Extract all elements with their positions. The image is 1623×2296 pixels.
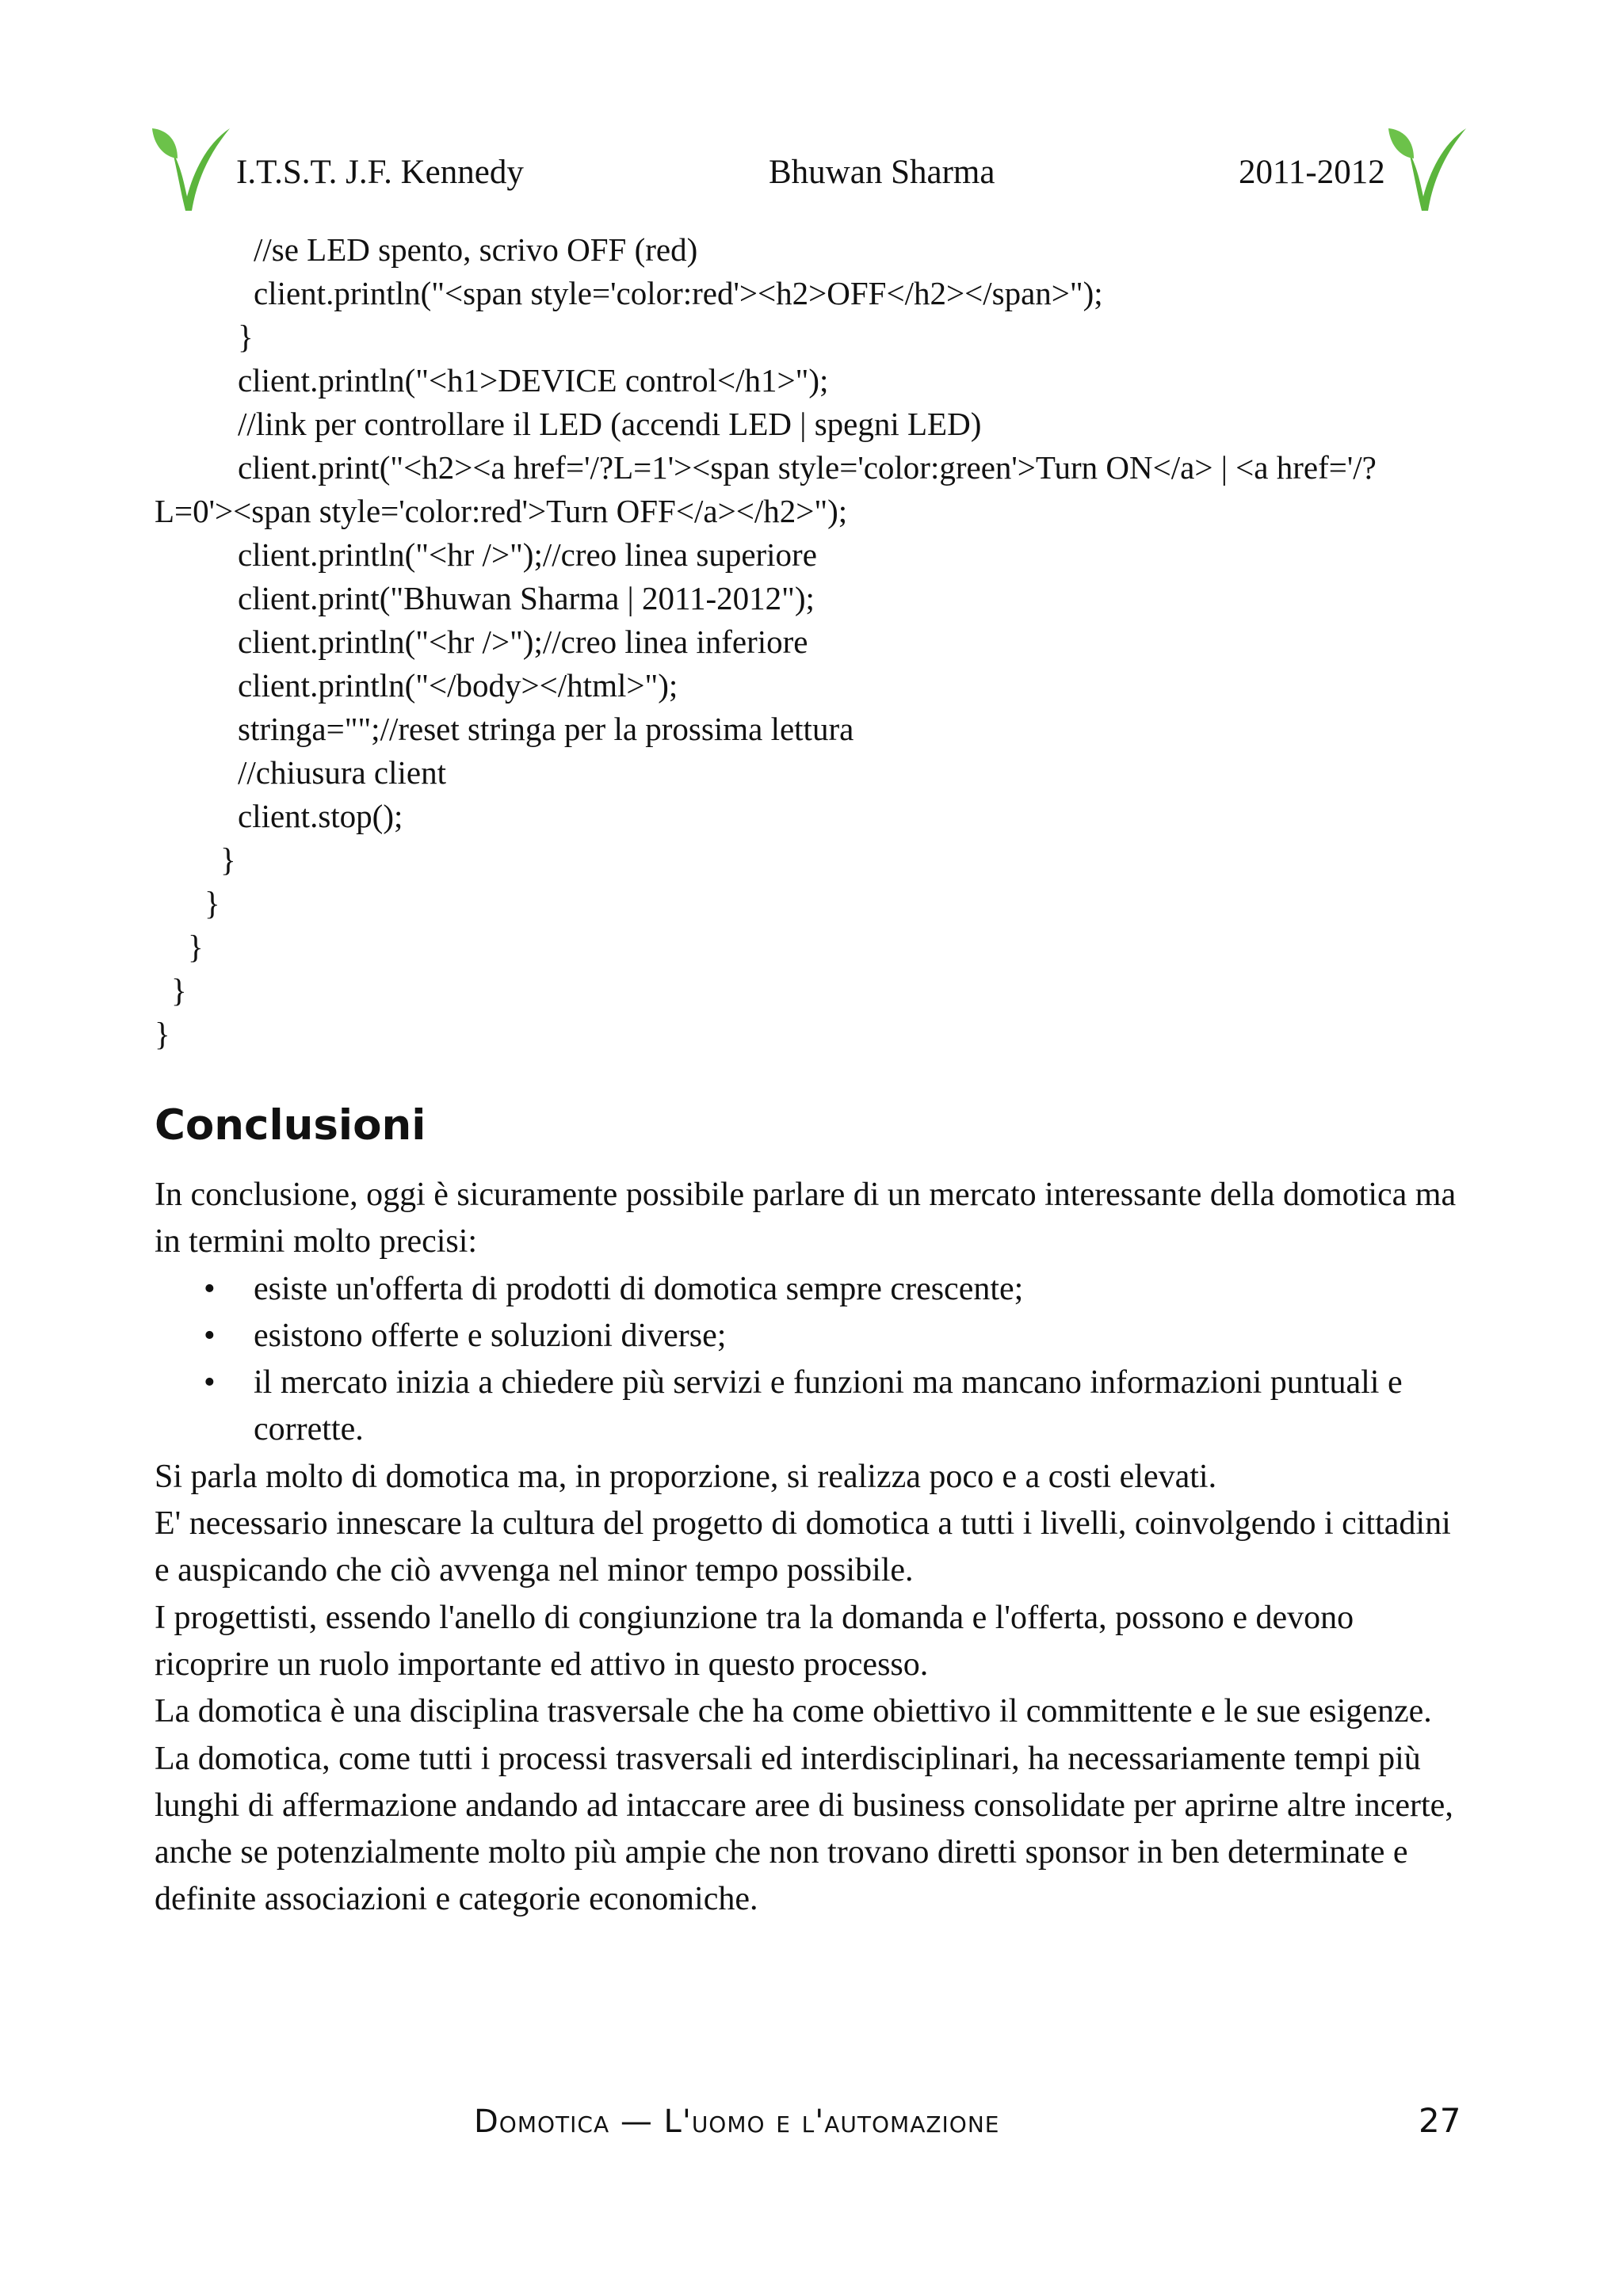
code-line: client.println("<span style='color:red'><h2>OFF</h2></span>");: [254, 275, 1103, 311]
code-line: }: [204, 885, 220, 921]
body-paragraph: La domotica è una disciplina trasversale che ha come obiettivo il committente e le sue esigenze.: [155, 1693, 1432, 1730]
code-line: client.println("<h1>DEVICE control</h1>");: [238, 362, 829, 399]
code-line: client.print("<h2><a href='/?L=1'><span style='color:green'>Turn ON</a> | <a href='/?: [238, 449, 1377, 486]
code-line: }: [220, 841, 236, 878]
sprout-logo-icon: [151, 127, 235, 214]
footer-title: Domotica — L'uomo e l'automazione: [474, 2103, 1000, 2140]
code-line: }: [188, 929, 204, 965]
list-item-text: esiste un'offerta di prodotti di domotica sempre crescente;: [254, 1270, 1024, 1307]
bullet-list: [155, 1266, 1470, 1454]
bullet-icon: •: [204, 1317, 216, 1354]
page-number: 27: [1419, 2101, 1461, 2140]
body-paragraph: E' necessario innescare la cultura del progetto di domotica a tutti i livelli, coinvolgendo i cittadini e auspicando che ciò avvenga nel minor tempo possibile.: [155, 1505, 1451, 1589]
code-line: //se LED spento, scrivo OFF (red): [254, 231, 698, 268]
list-item-text: esistono offerte e soluzioni diverse;: [254, 1317, 727, 1354]
intro-paragraph: In conclusione, oggi è sicuramente possibile parlare di un mercato interessante della domotica ma in termini molto precisi:: [155, 1177, 1457, 1261]
body-paragraph: I progettisti, essendo l'anello di congiunzione tra la domanda e l'offerta, possono e devono ricoprire un ruolo importante ed attivo in questo processo.: [155, 1599, 1354, 1683]
code-line: client.stop();: [238, 798, 403, 834]
section-body: [155, 1172, 1470, 1924]
code-line: stringa="";//reset stringa per la prossima lettura: [238, 711, 854, 747]
header-year: 2011-2012: [1239, 154, 1385, 191]
section-heading: Conclusioni: [155, 1101, 426, 1150]
bullet-icon: •: [204, 1364, 216, 1402]
list-item: [155, 1313, 1470, 1360]
code-line: client.println("</body></html>");: [238, 667, 678, 704]
code-line: client.println("<hr />");//creo linea superiore: [238, 536, 817, 573]
bullet-icon: •: [204, 1270, 216, 1307]
code-line: //chiusura client: [238, 754, 446, 791]
code-line: L=0'><span style='color:red'>Turn OFF</a></h2>");: [155, 493, 848, 529]
code-line: //link per controllare il LED (accendi LED | spegni LED): [238, 406, 982, 442]
list-item-text: il mercato inizia a chiedere più servizi e funzioni ma mancano informazioni puntuali e corrette.: [254, 1364, 1403, 1448]
code-line: }: [155, 1016, 170, 1052]
sprout-logo-icon: [1387, 127, 1471, 214]
header-author: Bhuwan Sharma: [769, 154, 995, 191]
body-paragraph: Si parla molto di domotica ma, in proporzione, si realizza poco e a costi elevati.: [155, 1458, 1217, 1495]
code-line: client.print("Bhuwan Sharma | 2011-2012");: [238, 580, 815, 616]
header-school: I.T.S.T. J.F. Kennedy: [236, 154, 524, 191]
code-line: }: [238, 318, 254, 355]
code-line: client.println("<hr />");//creo linea inferiore: [238, 624, 808, 660]
code-line: }: [171, 972, 187, 1009]
list-item: [155, 1266, 1470, 1313]
body-paragraph: La domotica, come tutti i processi trasversali ed interdisciplinari, ha necessariamente tempi più lunghi di affermazione andando ad intaccare aree di business consolidate per aprirne altre incerte, anche se potenzialmente molto più ampie che non trovano diretti sponsor in ben determinate e definite associazioni e categorie economiche.: [155, 1740, 1453, 1918]
list-item: [155, 1360, 1470, 1454]
